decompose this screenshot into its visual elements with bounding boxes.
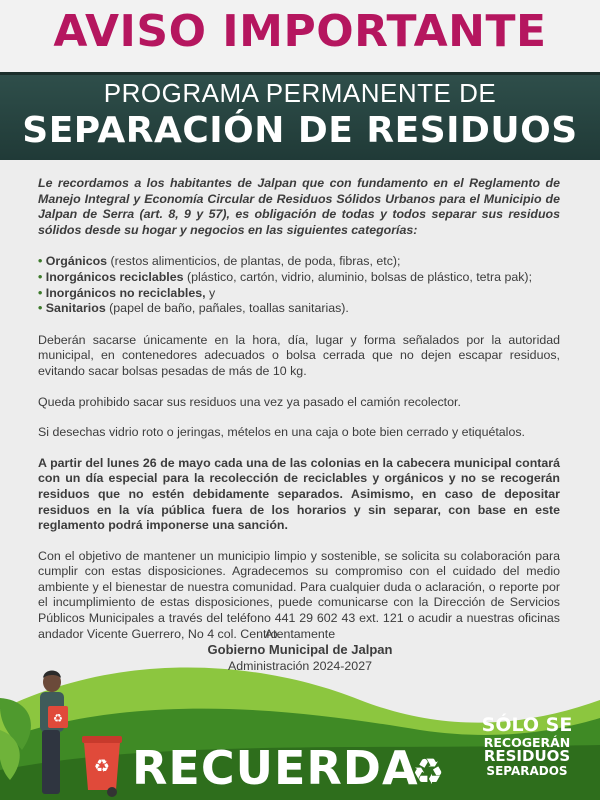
category-item — [38, 270, 560, 286]
category-name: Inorgánicos no reciclables, — [45, 285, 206, 300]
category-detail: (papel de baño, pañales, toallas sanitarias). — [105, 301, 349, 316]
intro-paragraph: Le recordamos a los habitantes de Jalpan que con fundamento en el Reglamento de Manejo Integral y Economía Circular de Residuos Sólidos Urbanos para el Municipio de Jalpan de Serra (art. 8, 9 y 57), es obligación de todas y todos separar sus residuos sólidos desde su hogar y negocios en las siguientes categorías: — [38, 176, 560, 237]
solo-line: SÓLO SE — [481, 714, 573, 736]
bullet-icon: • — [38, 285, 43, 300]
organization-name: Gobierno Municipal de Jalpan — [207, 642, 393, 657]
contact-paragraph: Con el objetivo de mantener un municipio limpio y sostenible, se solicita su colaboración para cumplir con estas disposiciones. Agradecemos su compromiso con el cuidado del medio ambiente y el bienestar de nuestra comunidad. Para cualquier duda o aclaración, o reporte por el incumplimiento de estas disposiciones, puede comunicarse con la Dirección de Servicios Públicos Municipales a través del teléfono 441 29 602 43 ext. 121 o acudir a nuestras oficinas andador Vicente Guerrero, No 4 col. Centro. — [38, 548, 560, 641]
bullet-icon: • — [38, 254, 43, 269]
notice-body — [38, 176, 560, 657]
main-title: AVISO IMPORTANTE — [53, 6, 547, 57]
bullet-icon: • — [38, 301, 43, 316]
recycle-icon: ♻ — [93, 756, 111, 776]
glass-rule-paragraph: Si desechas vidrio roto o jeringas, mételos en una caja o bote bien cerrado y etiquétalos. — [38, 425, 525, 440]
person-with-bin-icon — [22, 664, 132, 800]
recycle-icon: ♻ — [53, 713, 63, 725]
category-detail: (plástico, cartón, vidrio, aluminio, bolsas de plástico, tetra pak); — [183, 269, 533, 284]
reminder-label: RECUERDA — [132, 741, 419, 795]
closing-text: Atentamente — [264, 627, 336, 641]
truck-rule-paragraph: Queda prohibido sacar sus residuos una vez ya pasado el camión recolector. — [38, 394, 461, 409]
solo-line: RECOGERÁN — [483, 734, 571, 750]
header-stripe — [0, 72, 600, 75]
category-item — [38, 301, 560, 317]
administration-period: Administración 2024-2027 — [228, 659, 372, 673]
category-item — [38, 286, 560, 302]
schedule-paragraph: A partir del lunes 26 de mayo cada una de las colonias en la cabecera municipal contará con un día especial para la recolección de reciclables y orgánicos y no se recogerán residuos que no estén debidamente separados. Asimismo, en caso de depositar residuos en la vía pública fuera de los horarios y sin separar, con base en este reglamento podrá imponerse una sanción. — [38, 455, 560, 533]
category-name: Inorgánicos reciclables — [45, 269, 184, 284]
separated-only-notice — [462, 716, 592, 777]
solo-line: RESIDUOS — [483, 747, 571, 766]
category-detail: y — [205, 285, 216, 300]
category-name: Sanitarios — [45, 301, 106, 316]
category-detail: (restos alimenticios, de plantas, de poda, fibras, etc); — [107, 254, 401, 269]
bullet-icon: • — [38, 269, 43, 284]
category-name: Orgánicos — [45, 254, 108, 269]
svg-text:♻: ♻ — [411, 751, 445, 790]
program-subtitle: PROGRAMA PERMANENTE DE — [103, 78, 497, 108]
person-legs — [42, 730, 60, 794]
category-list — [38, 254, 560, 316]
solo-line: SEPARADOS — [486, 763, 568, 778]
category-item — [38, 254, 560, 270]
bin-wheel — [107, 787, 117, 797]
recycle-icon — [408, 750, 448, 790]
big-bin-lid — [82, 736, 122, 743]
disposal-rules-paragraph: Deberán sacarse únicamente en la hora, día, lugar y forma señalados por la autoridad municipal, en contenedores adecuados o bolsa cerrada que no dejen escapar residuos, evitando sacar bolsas pesadas de más de 10 kg. — [38, 332, 560, 378]
program-headline: SEPARACIÓN DE RESIDUOS — [22, 110, 578, 151]
